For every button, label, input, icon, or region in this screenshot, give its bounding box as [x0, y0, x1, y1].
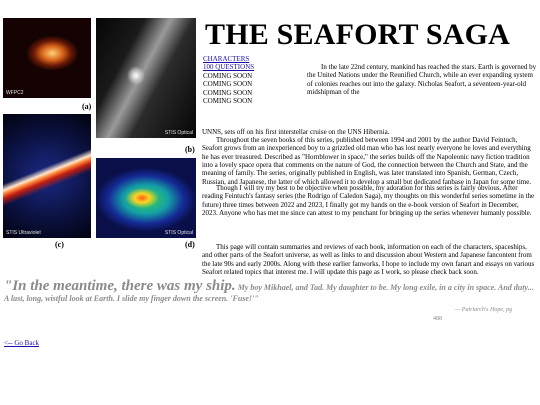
- paragraph-4: This page will contain summaries and reviews of each book, information on each of the characters, spaceships, and other parts of the Seafort universe, as well as links to and discussion about Western and Japanese fancontent from the late 90s and early 2000s. Along with these earlier fanworks, I hope to include my own fanart and essays on various Seafort related topics that interest me. I will update this page as I work, so please check back soon.: [202, 243, 535, 277]
- paragraph-3: Though I will try my best to be objective when possible, my adoration for this series is fairly obvious. After reading Feintuch's fantasy series (the Rodrigo of Caledon Saga), my thoughts on this wonderful series sometime in the future) three times between 2022 and 2023, I finally got my hands on the e-book version of Seafort in December, 2023. Anyone who has met me since can attest to my penchant for bringing up the series whenever humanly possible.: [202, 184, 535, 218]
- panel-c-tag: STIS Ultraviolet: [6, 230, 41, 236]
- paragraph-1-end: UNNS, sets off on his first interstellar cruise on the UNS Hibernia.: [202, 128, 390, 136]
- quote-lead: "In the meantime, there was my ship.: [4, 278, 236, 294]
- panel-c-label: (c): [55, 240, 64, 249]
- panel-d-tag: STIS Optical: [164, 230, 193, 236]
- panel-a-tag: WFPC2: [6, 90, 24, 96]
- intro-paragraph: In the late 22nd century, mankind has reached the stars. Earth is governed by the United Nations under the Reunified Church, while an ever expanding system of colonies reaches out into the galaxy. Nicholas Seafort, a seventeen-year-old midshipman of the: [307, 63, 537, 97]
- panel-b-tag: STIS Optical: [164, 130, 193, 136]
- nav-link-characters[interactable]: CHARACTERS: [203, 55, 250, 63]
- epigraph-quote: [4, 278, 538, 304]
- figure-panel-c: [3, 114, 91, 238]
- nav-link-100-questions[interactable]: 100 QUESTIONS: [203, 63, 255, 72]
- nav-item-coming-soon-4: COMING SOON: [203, 97, 253, 106]
- quote-rest: My boy Mikhael, and Tad. My daughter to be. My long exile, in a city in space. And duty... A last, long, wistful look at Earth. I slide my finger down the screen. 'Fuse!'": [4, 283, 534, 303]
- nav-item-coming-soon-2: COMING SOON: [203, 80, 253, 89]
- go-back-link[interactable]: <-- Go Back: [4, 339, 40, 347]
- nav-menu: [203, 55, 254, 105]
- paragraph-2: Throughout the seven books of this series, published between 1994 and 2001 by the author David Feintuch, Seafort grows from an inexperienced boy to a grizzled old man who has lost nearly everyone he loves and everything he has ever treasured. Described as "Hornblower in space," the series builds off the Napoleonic navy fiction tradition into a lovely space opera that comments on the nature of God, the connection between the Church and State, and the meaning of family. The series, originally published in English, was later translated into Spanish, German, Czech, Russian, and Japanese, the latter of which allowed it to develop a small but dedicated fanbase in Japan for some time.: [202, 136, 532, 186]
- page-title: THE SEAFORT SAGA: [205, 18, 511, 51]
- figure-panel-d: [96, 158, 196, 238]
- panel-b-label: (b): [185, 145, 195, 154]
- nav-item-coming-soon-3: COMING SOON: [203, 88, 253, 97]
- panel-d-label: (d): [185, 240, 195, 249]
- figure-panel-a: [3, 18, 91, 98]
- quote-attribution: — Patriarch's Hope, pg: [454, 307, 512, 313]
- astronomy-figure: [3, 18, 198, 254]
- quote-page-number: 488: [433, 316, 442, 322]
- panel-a-label: (a): [82, 102, 92, 111]
- figure-panel-b: [96, 18, 196, 138]
- nav-item-coming-soon-1: COMING SOON: [203, 71, 253, 80]
